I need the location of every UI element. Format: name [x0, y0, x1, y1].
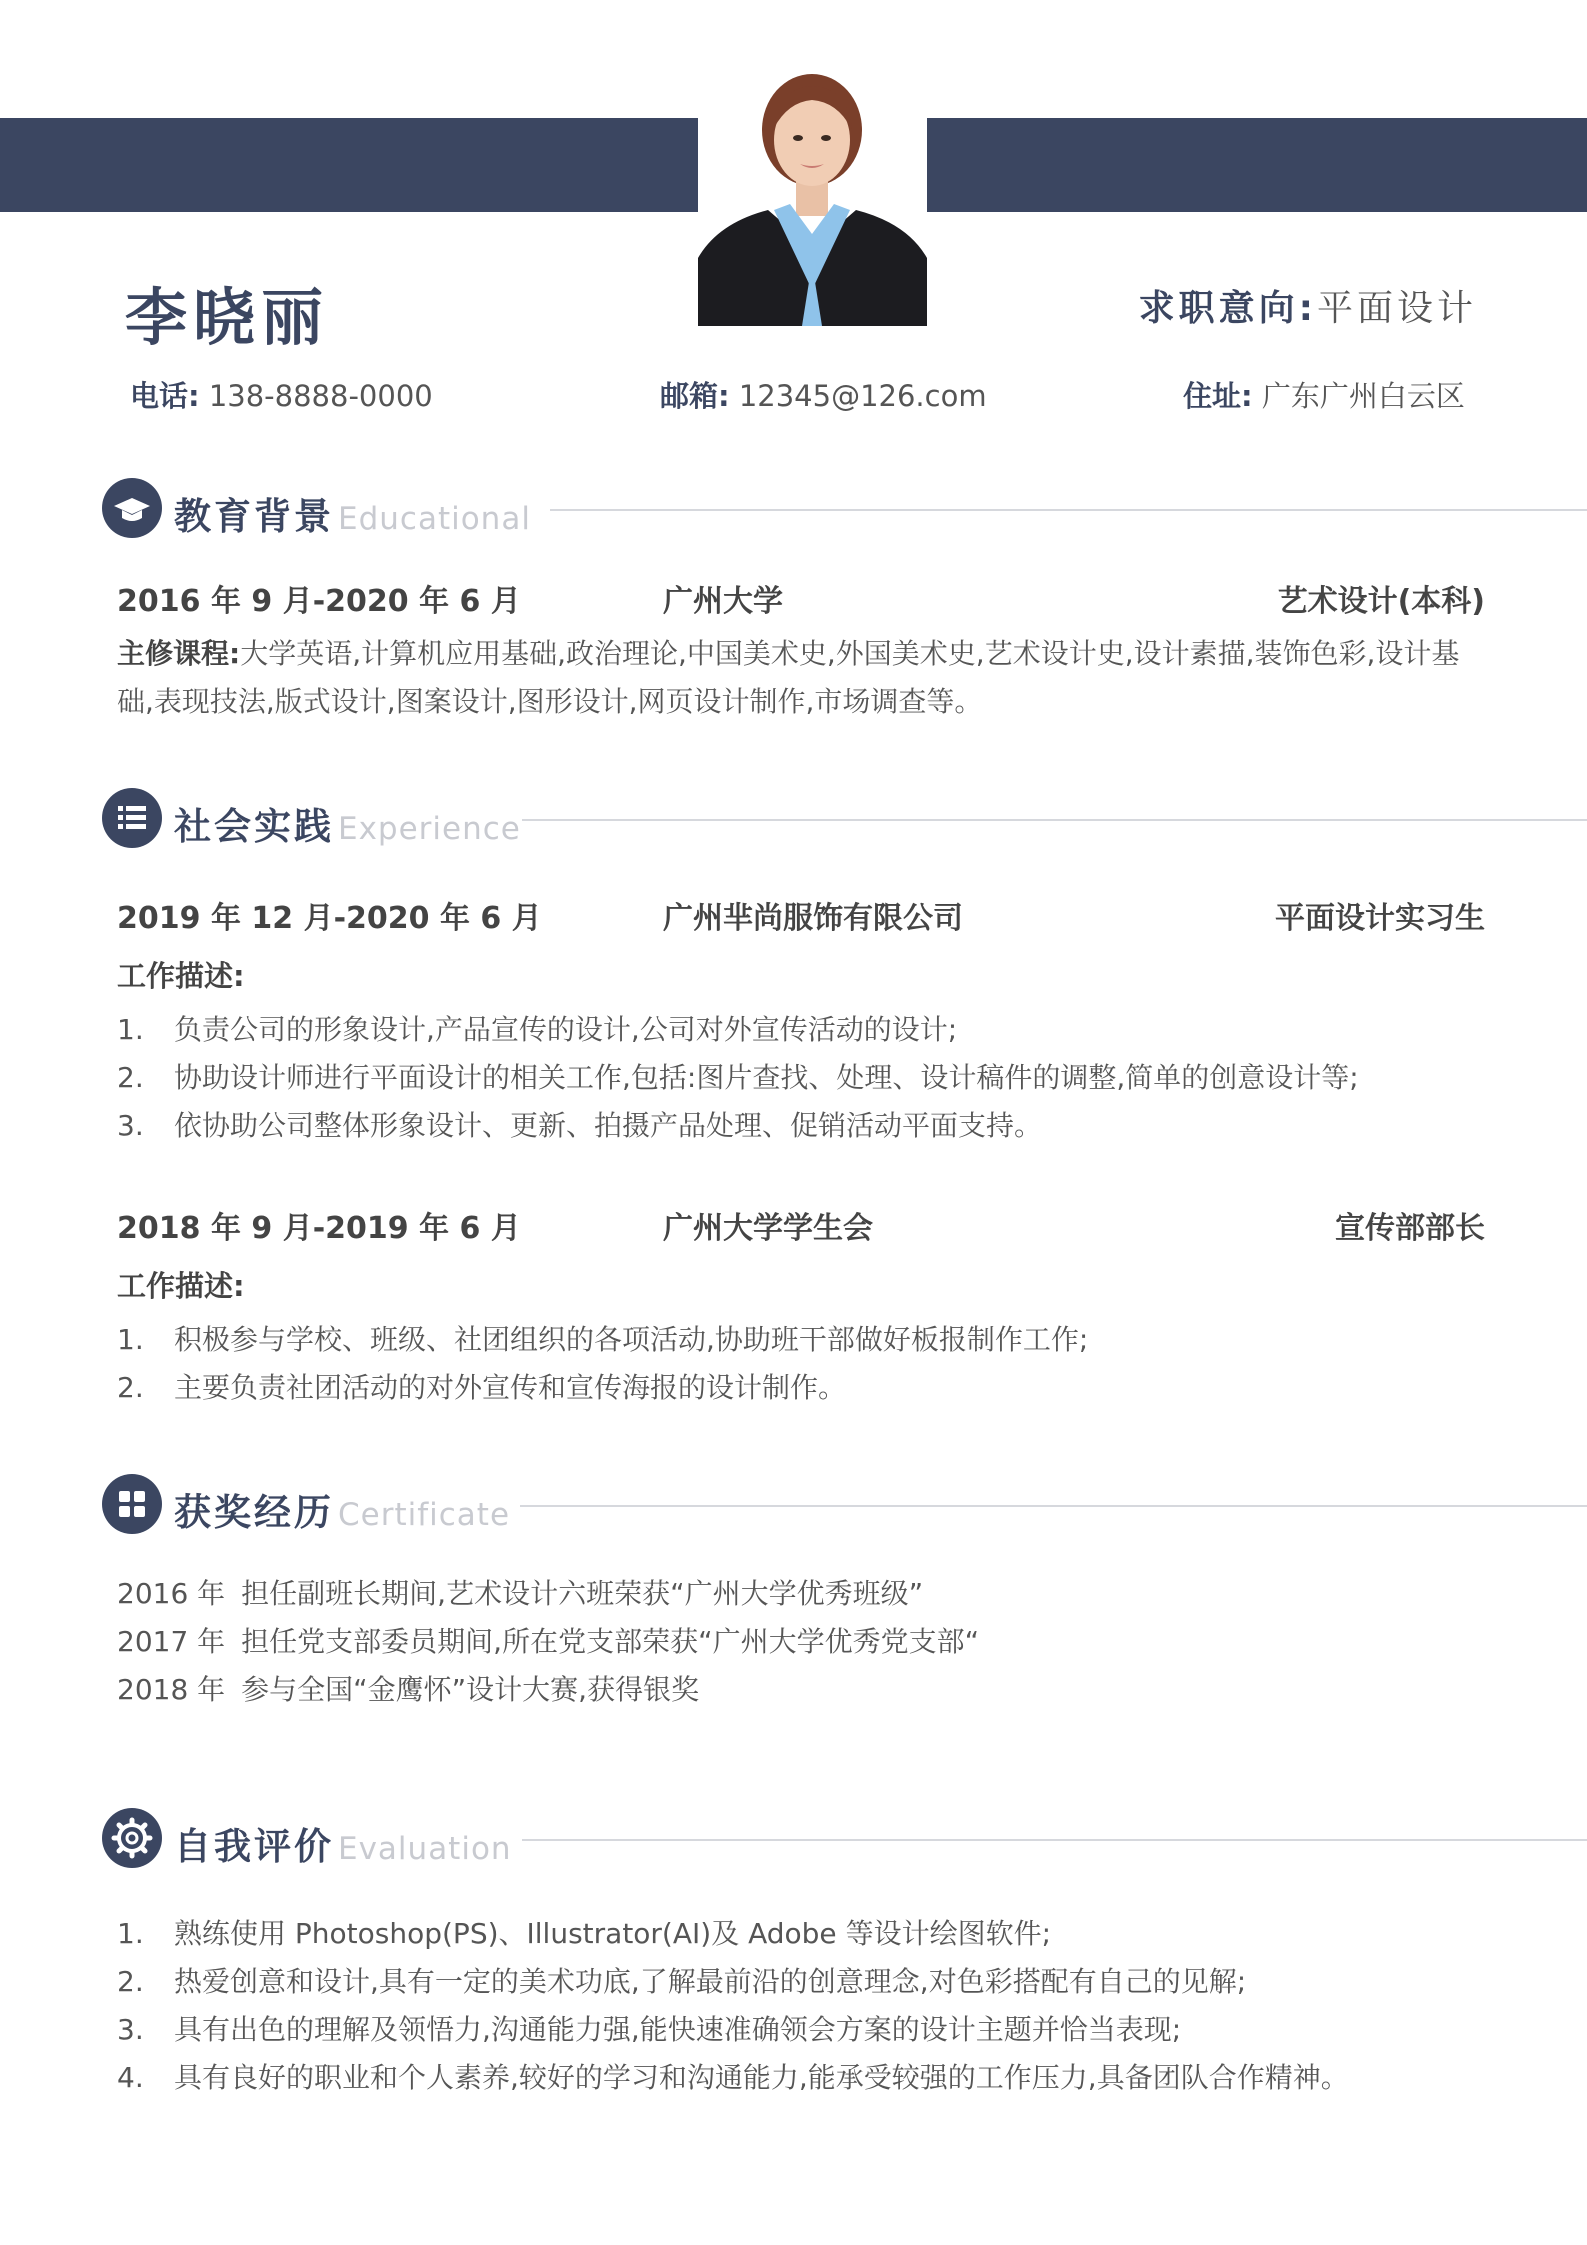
education-subtitle: Educational	[338, 501, 531, 537]
section-title	[174, 486, 531, 540]
section-title	[174, 1816, 512, 1870]
list-item: 1. 负责公司的形象设计,产品宣传的设计,公司对外宣传活动的设计;	[117, 1013, 958, 1046]
contact-address	[1183, 374, 1465, 415]
job-role: 宣传部部长	[1335, 1211, 1485, 1246]
list-item: 2. 协助设计师进行平面设计的相关工作,包括:图片查找、处理、设计稿件的调整,简单的创意设计等;	[117, 1061, 1359, 1094]
experience-subtitle: Experience	[338, 811, 521, 847]
list-item: 1. 熟练使用 Photoshop(PS)、Illustrator(AI)及 Adobe 等设计绘图软件;	[117, 1917, 1051, 1950]
awards-section-header	[102, 1474, 1502, 1538]
job-intent-label: 求职意向:	[1138, 288, 1317, 329]
job-intent	[1139, 280, 1477, 331]
job-desc-list	[117, 1006, 1497, 1150]
list-item: 2018 年 参与全国“金鹰怀”设计大赛,获得银奖	[117, 1673, 700, 1706]
list-item: 4. 具有良好的职业和个人素养,较好的学习和沟通能力,能承受较强的工作压力,具备团队合作精神。	[117, 2061, 1349, 2094]
list-item: 2017 年 担任党支部委员期间,所在党支部荣获“广州大学优秀党支部“	[117, 1625, 980, 1658]
section-title	[174, 1482, 510, 1536]
list-item: 2. 热爱创意和设计,具有一定的美术功底,了解最前沿的创意理念,对色彩搭配有自己的见解;	[117, 1965, 1247, 1998]
list-item: 3. 具有出色的理解及领悟力,沟通能力强,能快速准确领会方案的设计主题并恰当表现;	[117, 2013, 1182, 2046]
contact-phone	[130, 374, 433, 415]
education-date: 2016 年 9 月-2020 年 6 月	[117, 584, 521, 619]
job-org: 广州芈尚服饰有限公司	[663, 901, 963, 936]
education-title: 教育背景	[174, 495, 334, 538]
awards-subtitle: Certificate	[338, 1497, 511, 1533]
job-row	[117, 893, 1485, 937]
evaluation-section-header	[102, 1808, 1502, 1872]
list-item: 2. 主要负责社团活动的对外宣传和宣传海报的设计制作。	[117, 1371, 847, 1404]
evaluation-title: 自我评价	[174, 1825, 334, 1868]
header-band-right	[927, 118, 1587, 212]
experience-section-header	[102, 788, 1502, 852]
experience-title: 社会实践	[174, 805, 334, 848]
candidate-name: 李晓丽	[125, 281, 330, 354]
list-icon	[102, 788, 162, 848]
education-row	[117, 576, 1485, 620]
evaluation-list	[117, 1910, 1497, 2102]
email-label: 邮箱:	[660, 379, 730, 413]
job-role: 平面设计实习生	[1275, 901, 1485, 936]
job-org: 广州大学学生会	[663, 1211, 873, 1246]
header-band-left	[0, 118, 698, 212]
phone-label: 电话:	[130, 379, 200, 413]
list-item: 1. 积极参与学校、班级、社团组织的各项活动,协助班干部做好板报制作工作;	[117, 1323, 1089, 1356]
education-courses	[117, 630, 1487, 726]
profile-photo	[698, 58, 927, 326]
section-rule	[522, 1839, 1587, 1841]
job-row	[117, 1203, 1485, 1247]
gear-icon	[102, 1808, 162, 1868]
graduation-cap-icon	[102, 478, 162, 538]
job-date: 2019 年 12 月-2020 年 6 月	[117, 901, 542, 936]
education-school: 广州大学	[663, 584, 783, 619]
awards-list	[117, 1570, 979, 1714]
phone-value: 138-8888-0000	[208, 379, 433, 413]
section-rule	[520, 1505, 1587, 1507]
list-item: 3. 依协助公司整体形象设计、更新、拍摄产品处理、促销活动平面支持。	[117, 1109, 1043, 1142]
contact-email	[660, 374, 987, 415]
job-desc-label: 工作描述:	[117, 1269, 245, 1303]
grid-icon	[102, 1474, 162, 1534]
education-section-header	[102, 478, 1502, 542]
section-rule	[522, 819, 1587, 821]
address-label: 住址:	[1183, 379, 1253, 413]
section-title	[174, 796, 521, 850]
section-rule	[550, 509, 1587, 511]
courses-label: 主修课程:	[117, 637, 241, 670]
email-value: 12345@126.com	[738, 379, 987, 413]
job-desc-label: 工作描述:	[117, 959, 245, 993]
evaluation-subtitle: Evaluation	[338, 1831, 512, 1867]
job-intent-value: 平面设计	[1316, 288, 1477, 329]
job-date: 2018 年 9 月-2019 年 6 月	[117, 1211, 521, 1246]
awards-title: 获奖经历	[174, 1491, 334, 1534]
job-desc-list	[117, 1316, 1497, 1412]
education-major: 艺术设计(本科)	[1277, 584, 1485, 619]
address-value: 广东广州白云区	[1261, 379, 1465, 413]
courses-text: 大学英语,计算机应用基础,政治理论,中国美术史,外国美术史,艺术设计史,设计素描,装饰色彩,设计基础,表现技法,版式设计,图案设计,图形设计,网页设计制作,市场调查等。	[117, 637, 1460, 718]
list-item: 2016 年 担任副班长期间,艺术设计六班荣获“广州大学优秀班级”	[117, 1577, 924, 1610]
